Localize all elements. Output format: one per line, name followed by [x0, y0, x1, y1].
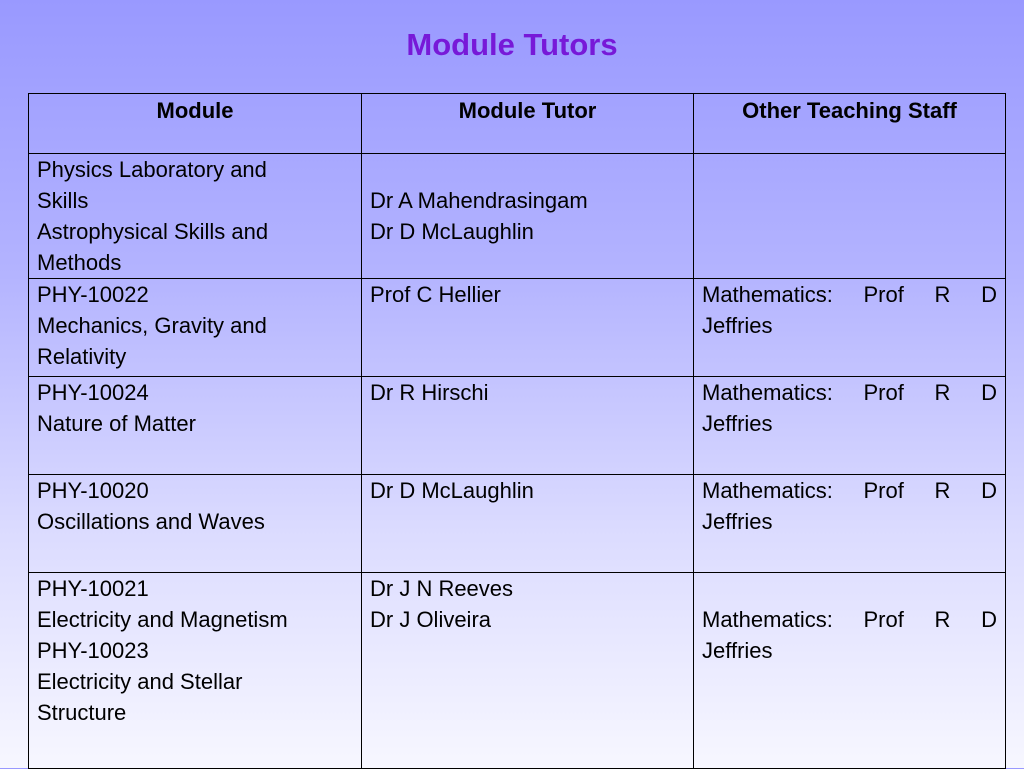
tutor-text: Dr D McLaughlin — [370, 478, 534, 503]
module-text: Nature of Matter — [37, 411, 196, 436]
module-text: Skills — [37, 188, 89, 213]
module-text: Structure — [37, 700, 127, 725]
module-text: Oscillations and Waves — [37, 509, 265, 534]
staff-text: Mathematics: Prof R D — [702, 380, 997, 405]
module-cell — [29, 377, 362, 475]
staff-text: Jeffries — [702, 411, 773, 436]
staff-text: Jeffries — [702, 509, 773, 534]
module-text: Mechanics, Gravity and — [37, 313, 267, 338]
staff-spacer — [702, 573, 997, 604]
tutor-text: Dr R Hirschi — [370, 380, 489, 405]
header-other-teaching-staff: Other Teaching Staff — [694, 94, 1006, 154]
module-cell — [29, 154, 362, 279]
tutor-cell — [362, 475, 694, 573]
table-header-row — [29, 94, 1006, 154]
tutor-cell — [362, 377, 694, 475]
table-row — [29, 377, 1006, 475]
module-code: PHY-10022 — [37, 282, 149, 307]
staff-cell — [694, 573, 1006, 769]
tutor-text: Dr J N Reeves — [370, 576, 514, 601]
staff-text: Jeffries — [702, 313, 773, 338]
module-tutors-table — [28, 93, 1006, 769]
table-row — [29, 154, 1006, 279]
table-row — [29, 279, 1006, 377]
tutor-cell — [362, 279, 694, 377]
tutor-text: Dr A Mahendrasingam — [370, 188, 588, 213]
module-text: Astrophysical Skills and — [37, 219, 269, 244]
staff-text: Jeffries — [702, 638, 773, 663]
module-cell — [29, 573, 362, 769]
tutor-cell — [362, 154, 694, 279]
module-code: PHY-10020 — [37, 478, 149, 503]
tutor-text: Prof C Hellier — [370, 282, 501, 307]
header-module-tutor: Module Tutor — [362, 94, 694, 154]
module-text: Electricity and Stellar — [37, 669, 243, 694]
staff-cell — [694, 279, 1006, 377]
staff-cell — [694, 377, 1006, 475]
module-text: Relativity — [37, 344, 127, 369]
staff-cell — [694, 154, 1006, 279]
table-row — [29, 475, 1006, 573]
staff-text: Mathematics: Prof R D — [702, 478, 997, 503]
tutor-text: Dr D McLaughlin — [370, 219, 534, 244]
module-code: PHY-10024 — [37, 380, 149, 405]
module-code: PHY-10023 — [37, 638, 149, 663]
tutor-text: Dr J Oliveira — [370, 607, 492, 632]
module-text: Electricity and Magnetism — [37, 607, 288, 632]
module-text: Methods — [37, 250, 122, 275]
header-module: Module — [29, 94, 362, 154]
staff-cell — [694, 475, 1006, 573]
module-text: Physics Laboratory and — [37, 157, 267, 182]
table-row — [29, 573, 1006, 769]
module-cell — [29, 475, 362, 573]
slide-title: Module Tutors — [406, 27, 618, 62]
staff-text: Mathematics: Prof R D — [702, 607, 997, 632]
module-code: PHY-10021 — [37, 576, 149, 601]
module-cell — [29, 279, 362, 377]
staff-text: Mathematics: Prof R D — [702, 282, 997, 307]
tutor-cell — [362, 573, 694, 769]
